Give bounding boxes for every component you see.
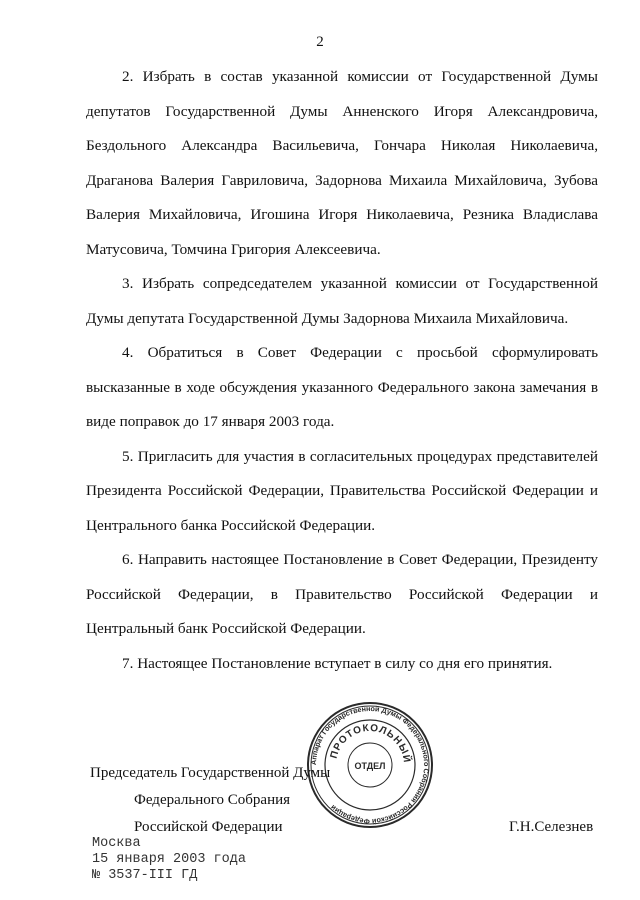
registration-city: Москва bbox=[92, 836, 141, 851]
paragraph-2: 2. Избрать в состав указанной комиссии от Государственной Думы депутатов Государственной Думы Анненского Игоря Александровича, Бездольного Александра Васильевича, Гончара Николая Николаевича, Драганова Валерия Гавриловича, Задорнова Михаила Михайловича, Зубова Валерия Михайловича, Игошина Игоря Николаевича, Резника Владислава Матусовича, Томчина Григория Алексеевича. bbox=[86, 68, 598, 258]
document-body bbox=[86, 60, 598, 681]
stamp-outer-text: Аппарат Государственной Думы Федерального Собрания Российской Федерации bbox=[308, 703, 432, 827]
signatory-title-line-3: Российской Федерации bbox=[134, 819, 283, 835]
registration-number: № 3537-III ГД bbox=[92, 868, 198, 883]
signer-name: Г.Н.Селезнев bbox=[509, 819, 594, 835]
paragraph-6: 6. Направить настоящее Постановление в Совет Федерации, Президенту Российской Федерации, в Правительство Российской Федерации и Центральный банк Российской Федерации. bbox=[86, 551, 598, 637]
page-number: 2 bbox=[316, 34, 324, 50]
paragraph-4: 4. Обратиться в Совет Федерации с просьбой сформулировать высказанные в ходе обсуждения указанного Федерального закона замечания в виде поправок до 17 января 2003 года. bbox=[86, 344, 598, 430]
stamp-center-text: ОТДЕЛ bbox=[354, 761, 386, 771]
signatory-title-line-2: Федерального Собрания bbox=[134, 792, 291, 808]
paragraph-5: 5. Пригласить для участия в согласительных процедурах представителей Президента Российской Федерации, Правительства Российской Федерации и Центрального банка Российской Федерации. bbox=[86, 447, 598, 534]
stamp-inner-text: ПРОТОКОЛЬНЫЙ bbox=[328, 722, 413, 765]
paragraph-7: 7. Настоящее Постановление вступает в силу со дня его принятия. bbox=[122, 654, 553, 672]
paragraph-3: 3. Избрать сопредседателем указанной комиссии от Государственной Думы депутата Государственной Думы Задорнова Михаила Михайловича. bbox=[86, 275, 598, 327]
registration-date: 15 января 2003 года bbox=[92, 852, 246, 867]
registration-block bbox=[92, 836, 246, 884]
signatory-title-line-1: Председатель Государственной Думы bbox=[90, 765, 331, 781]
